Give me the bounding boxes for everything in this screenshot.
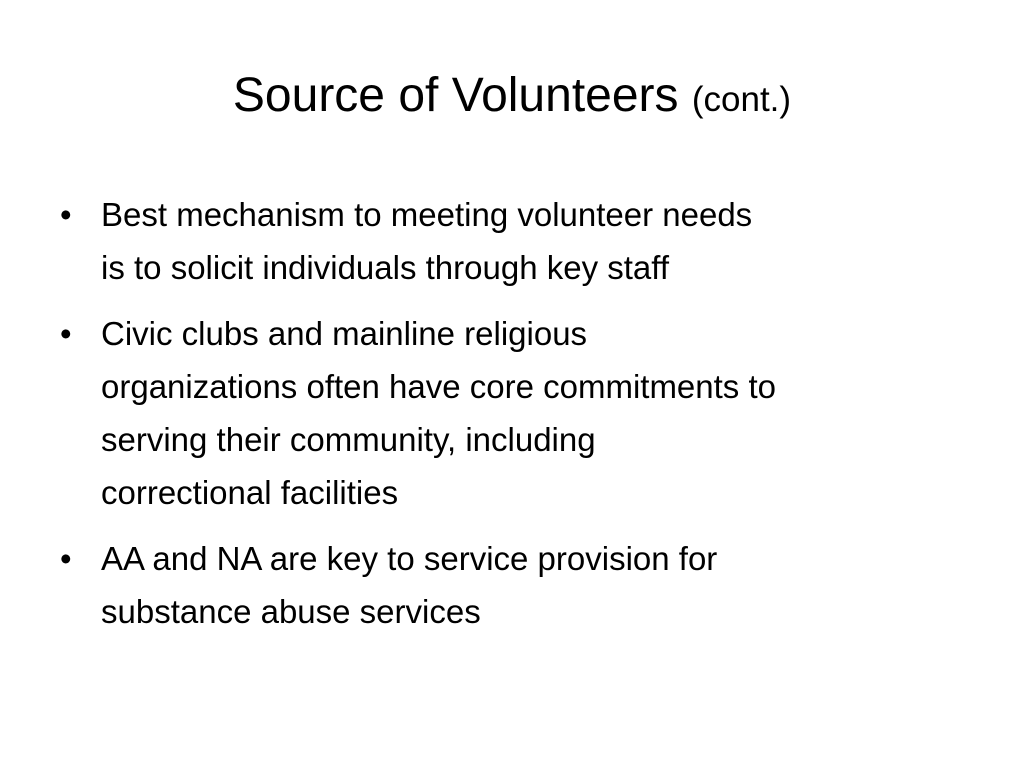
slide-title (0, 62, 1024, 134)
bullet-marker: • (60, 196, 72, 233)
bullet-marker: • (60, 540, 72, 577)
bullet-line: Best mechanism to meeting volunteer needs (101, 196, 753, 233)
bullet-line: serving their community, including (101, 421, 596, 458)
bullet-marker: • (60, 315, 72, 352)
bullet-line: substance abuse services (101, 593, 481, 630)
bullet-line: is to solicit individuals through key staff (101, 249, 670, 286)
bullet-list (60, 188, 980, 651)
bullet-item-2 (60, 307, 980, 519)
slide-title-suffix: (cont.) (691, 80, 792, 119)
bullet-item-3 (60, 532, 980, 638)
bullet-line: correctional facilities (101, 474, 399, 511)
bullet-line: organizations often have core commitments to (101, 368, 777, 405)
slide-title-main: Source of Volunteers (232, 69, 679, 122)
bullet-line: AA and NA are key to service provision for (101, 540, 718, 577)
bullet-line: Civic clubs and mainline religious (101, 315, 588, 352)
bullet-item-1 (60, 188, 980, 294)
